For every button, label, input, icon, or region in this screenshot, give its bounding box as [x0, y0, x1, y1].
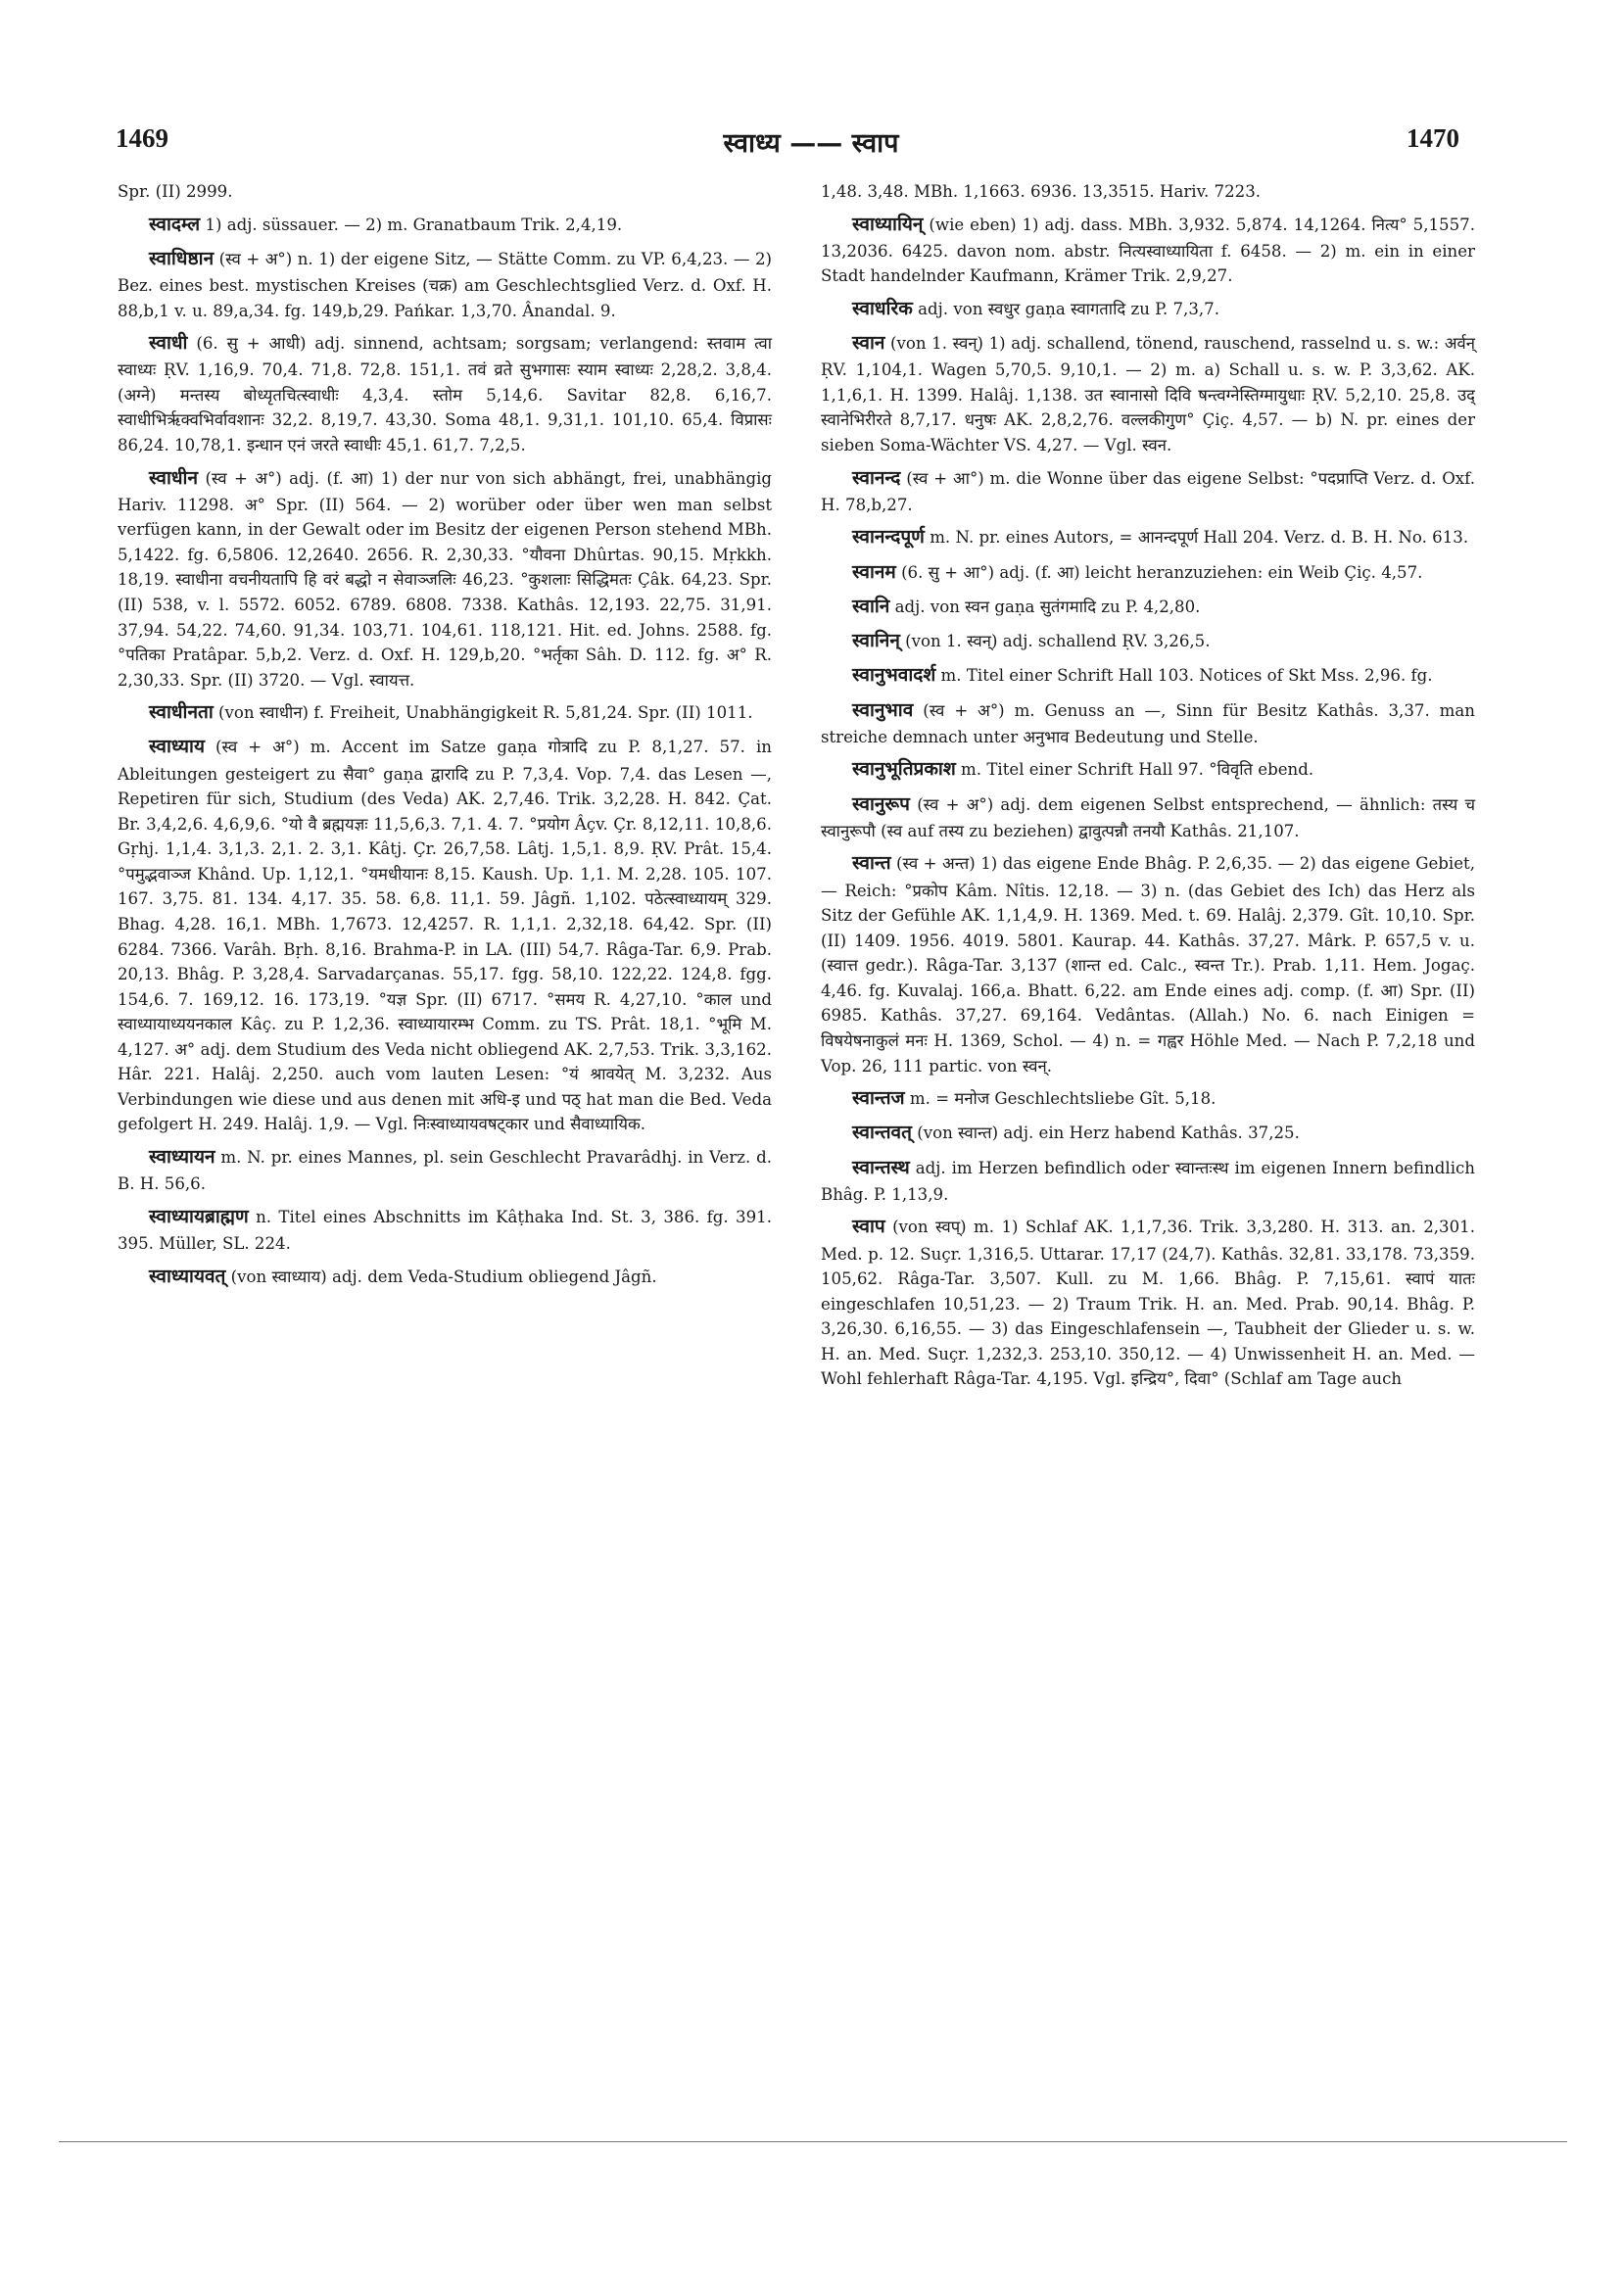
dictionary-entry — [118, 1143, 772, 1197]
dictionary-entry — [821, 790, 1475, 844]
entry-headword: स्वानन्द — [852, 466, 901, 489]
entry-headword: स्वानि — [852, 595, 890, 617]
entry-headword: स्वाधीनता — [149, 701, 214, 724]
right-column — [821, 179, 1475, 1398]
entry-headword: स्वाध्यायवत् — [149, 1265, 226, 1287]
dictionary-entry — [118, 464, 772, 694]
entry-text: (स्व + अन्त) 1) das eigene Ende Bhâg. P. 2,6,35. — 2) das eigene Gebiet, — Reich: °प्रकोप Kâm. Nîtis. 12,18. — 3) n. (das Gebiet des Ich) das Herz als Sitz der Gefühle AK. 1,1,4,9. H. 1369. Med. t. 69. Halâj. 2,379. Gît. 10,10. Spr. (II) 1409. 1956. 4019. 5801. Kaurap. 44. Kathâs. 37,27. Mârk. P. 657,5 v. u. (स्वात्त gedr.). Râga-Tar. 3,137 (शान्त ed. Calc., स्वन्त Tr.). Prab. 1,11. Hem. Jogaç. 4,46. fg. Kuvalaj. 166,a. Bhatt. 6,22. am Ende eines adj. comp. (f. आ) Spr. (II) 6985. Kathâs. 37,27. 69,164. Vedântas. (Allah.) No. 6. nach Einigen = विषयेषनाकुलं मनः H. 1369, Schol. — 4) n. = गह्वर Höhle Med. — Nach P. 7,2,18 und Vop. 26, 111 partic. von स्वन्. — [821, 854, 1475, 1076]
dictionary-entry — [821, 558, 1475, 587]
dictionary-entry — [821, 211, 1475, 289]
entry-text: m. Titel einer Schrift Hall 97. °विवृति ebend. — [955, 760, 1314, 780]
entry-headword: स्वादम्ल — [149, 213, 201, 235]
entry-headword: स्वाधी — [149, 332, 188, 355]
entry-headword: स्वानन्दपूर्ण — [852, 526, 925, 549]
dictionary-entry — [821, 1154, 1475, 1208]
dictionary-entry — [821, 523, 1475, 551]
entry-headword: स्वान्तस्थ — [852, 1156, 910, 1178]
entry-text: (स्व + अ°) n. 1) der eigene Sitz, — Stätte Comm. zu VP. 6,4,23. — 2) Bez. eines best. mystischen Kreises (चक्र) am Geschlechtsglied Verz. d. Oxf. H. 88,b,1 v. u. 89,a,34. fg. 149,b,29. Pańkar. 1,3,70. Ânandal. 9. — [118, 249, 772, 320]
entry-text: adj. von स्वधुर gaṇa स्वागतादि zu P. 7,3,7. — [912, 299, 1220, 318]
entry-text: adj. im Herzen befindlich oder स्वान्तःस्थ im eigenen Innern befindlich Bhâg. P. 1,13,9. — [821, 1158, 1475, 1204]
entry-headword: स्वाधरिक — [852, 297, 913, 319]
entry-headword: स्वान्तवत् — [852, 1122, 912, 1144]
entry-headword: स्वानुरूप — [852, 792, 910, 815]
entry-text: n. Titel eines Abschnitts im Kâṭhaka Ind. St. 3, 386. fg. 391. 395. Müller, SL. 224. — [118, 1207, 772, 1253]
bottom-divider — [59, 2141, 1567, 2142]
dictionary-entry — [118, 733, 772, 1136]
dictionary-entry — [118, 1203, 772, 1257]
entry-text: 1) adj. süssauer. — 2) m. Granatbaum Trik. 2,4,19. — [200, 215, 623, 234]
entry-text: (6. सु + आ°) adj. (f. आ) leicht heranzuziehen: ein Weib Çiç. 4,57. — [895, 562, 1423, 582]
entry-headword: स्वान — [852, 332, 885, 355]
entry-text: (स्व + अ°) m. Accent im Satze gaṇa गोत्रादि zu P. 8,1,27. 57. in Ableitungen gesteigert zu सैवा° gaṇa द्वारादि zu P. 7,3,4. Vop. 7,4. das Lesen —, Repetiren für sich, Studium (des Veda) AK. 2,7,46. Trik. 3,2,28. H. 842. Çat. Br. 3,4,2,6. 4,6,9,6. °यो वै ब्रह्मयज्ञः 11,5,6,3. 7,1. 4. 7. °प्रयोग Âçv. Çr. 8,12,11. 10,8,6. Gṛhj. 1,1,4. 3,1,3. 2,1. 2. 3,1. Kâtj. Çr. 26,7,58. Lâtj. 1,5,1. 8,9. ṚV. Prât. 15,4. °पमुद्भवाञ्ज Khând. Up. 1,12,1. °यमधीयानः 8,15. Kaush. Up. 1,1. M. 2,28. 105. 107. 167. 3,75. 81. 134. 4,17. 35. 58. 6,8. 11,1. 59. Jâgñ. 1,102. पठेत्स्वाध्यायम् 329. Bhag. 4,28. 16,1. MBh. 1,7673. 12,4257. R. 1,1,1. 2,32,18. 64,42. Spr. (II) 6284. 7366. Varâh. Bṛh. 8,16. Brahma-P. in LA. (III) 54,7. Râga-Tar. 6,9. Prab. 20,13. Bhâg. P. 3,28,4. Sarvadarçanas. 55,17. fgg. 58,10. 122,22. 124,8. fgg. 154,6. 7. 169,12. 16. 173,19. °यज्ञ Spr. (II) 6717. °समय R. 4,27,10. °काल und स्वाध्यायाध्ययनकाल Kâç. zu P. 1,2,36. स्वाध्यायारम्भ Comm. zu TS. Prât. 18,1. °भूमि M. 4,127. अ° adj. dem Studium des Veda nicht obliegend AK. 2,7,53. Trik. 3,3,162. Hâr. 221. Halâj. 2,250. auch vom lauten Lesen: °यं श्रावयेत् M. 3,232. Aus Verbindungen wie diese und aus denen mit अधि-इ und पठ् hat man die Bed. Veda gefolgert H. 249. Halâj. 1,9. — Vgl. निःस्वाध्यायवषट्कार und सैवाध्यायिक. — [118, 738, 772, 1134]
entry-text: (6. सु + आधी) adj. sinnend, achtsam; sorgsam; verlangend: स्तवाम त्वा स्वाध्यः ṚV. 1,16,9. 70,4. 71,8. 72,8. 151,1. तवं व्रते सुभगासः स्याम स्वाध्यः 2,28,2. 3,8,4. (अग्ने) मन्तस्य बोध्यृतचित्स्वाधीः 4,3,4. स्तोम 5,14,6. Savitar 82,8. 6,16,7. स्वाधीभिर्ऋक्वभिर्वावशानः 32,2. 8,19,7. 43,30. Soma 48,1. 9,31,1. 101,10. 65,4. विप्रासः 86,24. 10,78,1. इन्धान एनं जरते स्वाधीः 45,1. 61,7. 7,2,5. — [118, 334, 772, 455]
entry-headword: स्वाध्यायब्राह्मण — [149, 1205, 249, 1227]
entry-headword: स्वान्त — [852, 852, 891, 875]
dictionary-entry — [821, 1119, 1475, 1147]
dictionary-entry — [821, 329, 1475, 457]
running-header: स्वाध्य —— स्वाप — [723, 128, 899, 159]
entry-text: (स्व + आ°) m. die Wonne über das eigene Selbst: °पदप्राप्ति Verz. d. Oxf. H. 78,b,27. — [821, 468, 1475, 514]
entry-headword: स्वानुभाव — [852, 698, 914, 721]
entry-text: (von स्वान्त) adj. ein Herz habend Kathâs. 37,25. — [911, 1124, 1300, 1143]
entry-text: m. Titel einer Schrift Hall 103. Notices of Skt Mss. 2,96. fg. — [935, 666, 1433, 686]
dictionary-entry — [118, 329, 772, 457]
page-number-left: 1469 — [116, 123, 168, 153]
dictionary-entry — [821, 1213, 1475, 1392]
entry-text: m. N. pr. eines Autors, = आनन्दपूर्ण Hall 204. Verz. d. B. H. No. 613. — [924, 528, 1469, 548]
entry-text: (von 1. स्वन्) adj. schallend ṚV. 3,26,5. — [899, 632, 1211, 651]
dictionary-entry — [821, 593, 1475, 621]
entry-text: (von स्वप्) m. 1) Schlaf AK. 1,1,7,36. Trik. 3,3,280. H. 313. an. 2,301. Med. p. 12. Suçr. 1,316,5. Uttarar. 17,17 (24,7). Kathâs. 32,81. 33,178. 73,359. 105,62. Râga-Tar. 3,507. Kull. zu M. 1,66. Bhâg. P. 7,15,61. स्वापं यातः eingeschlafen 10,51,23. — 2) Traum Trik. H. an. Med. Prab. 90,14. Bhâg. P. 3,26,30. 6,16,55. — 3) das Eingeschlafensein —, Taubheit der Glieder u. s. w. H. an. Med. Suçr. 1,232,3. 253,10. 350,12. — 4) Unwissenheit H. an. Med. — Wohl fehlerhaft Râga-Tar. 4,195. Vgl. इन्द्रिय°, दिवा° (Schlaf am Tage auch — [821, 1218, 1475, 1389]
dictionary-entry — [821, 1084, 1475, 1113]
dictionary-entry — [821, 696, 1475, 750]
entry-text: (von 1. स्वन्) 1) adj. schallend, tönend, rauschend, rasselnd u. s. w.: अर्वन् ṚV. 1,104,1. Wagen 5,70,5. 9,10,1. — 2) m. a) Schall u. s. w. P. 3,3,62. AK. 1,1,6,1. H. 1399. Halâj. 1,138. उत स्वानासो दिवि षन्त्वग्नेस्तिग्मायुधाः ṚV. 5,2,10. 25,8. उद्‌ स्वानेभिरीरते 8,7,17. धनुषः AK. 2,8,2,76. वल्लकीगुण° Çiç. 4,57. — b) N. pr. eines der sieben Soma-Wächter VS. 4,27. — Vgl. स्वन. — [821, 334, 1475, 455]
entry-headword: स्वानिन् — [852, 630, 900, 652]
dictionary-entry — [821, 627, 1475, 655]
dictionary-entry — [118, 211, 772, 239]
entry-headword: स्वाधिष्ठान — [149, 247, 215, 269]
entry-headword: स्वाप — [852, 1216, 885, 1238]
entry-headword: स्वानुभवादर्श — [852, 664, 936, 687]
entry-text: adj. von स्वन gaṇa सुतंगमादि zu P. 4,2,80. — [889, 597, 1201, 616]
dictionary-entry — [118, 698, 772, 727]
entry-text: m. = मनोज Geschlechtsliebe Gît. 5,18. — [904, 1089, 1216, 1109]
entry-headword: स्वाध्यायिन् — [852, 213, 924, 235]
dictionary-entry — [821, 755, 1475, 784]
dictionary-entry — [118, 1263, 772, 1291]
entry-headword: स्वाधीन — [149, 466, 199, 489]
entry-headword: स्वानुभूतिप्रकाश — [852, 758, 956, 781]
entry-text: (स्व + अ°) m. Genuss an —, Sinn für Besitz Kathâs. 3,37. man streiche demnach unter अनुभाव Bedeutung und Stelle. — [821, 700, 1475, 746]
dictionary-entry — [118, 245, 772, 323]
dictionary-entry — [118, 179, 772, 205]
entry-text: 1,48. 3,48. MBh. 1,1663. 6936. 13,3515. Hariv. 7223. — [821, 182, 1262, 201]
entry-text: (von स्वाध्याय) adj. dem Veda-Studium obliegend Jâgñ. — [225, 1267, 657, 1286]
entry-text: Spr. (II) 2999. — [118, 182, 233, 201]
entry-text: (स्व + अ°) adj. (f. आ) 1) der nur von sich abhängt, frei, unabhängig Hariv. 11298. अ° Spr. (II) 564. — 2) worüber oder über wen man selbst verfügen kann, in der Gewalt oder im Besitz der eigenen Person stehend MBh. 5,1422. fg. 6,5806. 12,2640. 2656. R. 2,30,33. °यौवना Dhûrtas. 90,15. Mṛkkh. 18,19. स्वाधीना वचनीयतापि हि वरं बद्धो न सेवाञ्जलिः 46,23. °कुशलाः सिद्धिमतः Çâk. 64,23. Spr. (II) 538, v. l. 5572. 6052. 6789. 6808. 7338. Kathâs. 12,193. 22,75. 31,91. 37,94. 54,22. 74,60. 91,34. 103,71. 104,61. 118,121. Hit. ed. Johns. 2588. fg. °पतिका Pratâpar. 5,b,2. Verz. d. Oxf. H. 129,b,20. °भर्तृका Sâh. D. 112. fg. अ° R. 2,30,33. Spr. (II) 3720. — Vgl. स्वायत्त. — [118, 468, 772, 690]
entry-text: m. N. pr. eines Mannes, pl. sein Geschlecht Pravarâdhj. in Verz. d. B. H. 56,6. — [118, 1147, 772, 1194]
entry-text: (wie eben) 1) adj. dass. MBh. 3,932. 5,874. 14,1264. नित्य° 5,1557. 13,2036. 6425. davon nom. abstr. नित्यस्वाध्यायिता f. 6458. — 2) m. ein in einer Stadt handelnder Kaufmann, Krämer Trik. 2,9,27. — [821, 215, 1475, 286]
entry-text: (स्व + अ°) adj. dem eigenen Selbst entsprechend, — ähnlich: तस्य च स्वानुरूपौ (स्व auf तस्य zu beziehen) द्वावुत्पन्नौ तनयौ Kathâs. 21,107. — [821, 794, 1475, 840]
dictionary-entry — [821, 661, 1475, 690]
dictionary-entry — [821, 295, 1475, 323]
dictionary-entry — [821, 849, 1475, 1078]
entry-headword: स्वाध्यायन — [149, 1145, 215, 1168]
entry-text: (von स्वाधीन) f. Freiheit, Unabhängigkeit R. 5,81,24. Spr. (II) 1011. — [213, 703, 753, 723]
dictionary-entry — [821, 464, 1475, 518]
entry-headword: स्वानम — [852, 560, 896, 583]
entry-headword: स्वाध्याय — [149, 736, 205, 758]
entry-headword: स्वान्तज — [852, 1087, 905, 1110]
page-number-right: 1470 — [1407, 123, 1459, 153]
left-column — [118, 179, 772, 1297]
dictionary-entry — [821, 179, 1475, 205]
